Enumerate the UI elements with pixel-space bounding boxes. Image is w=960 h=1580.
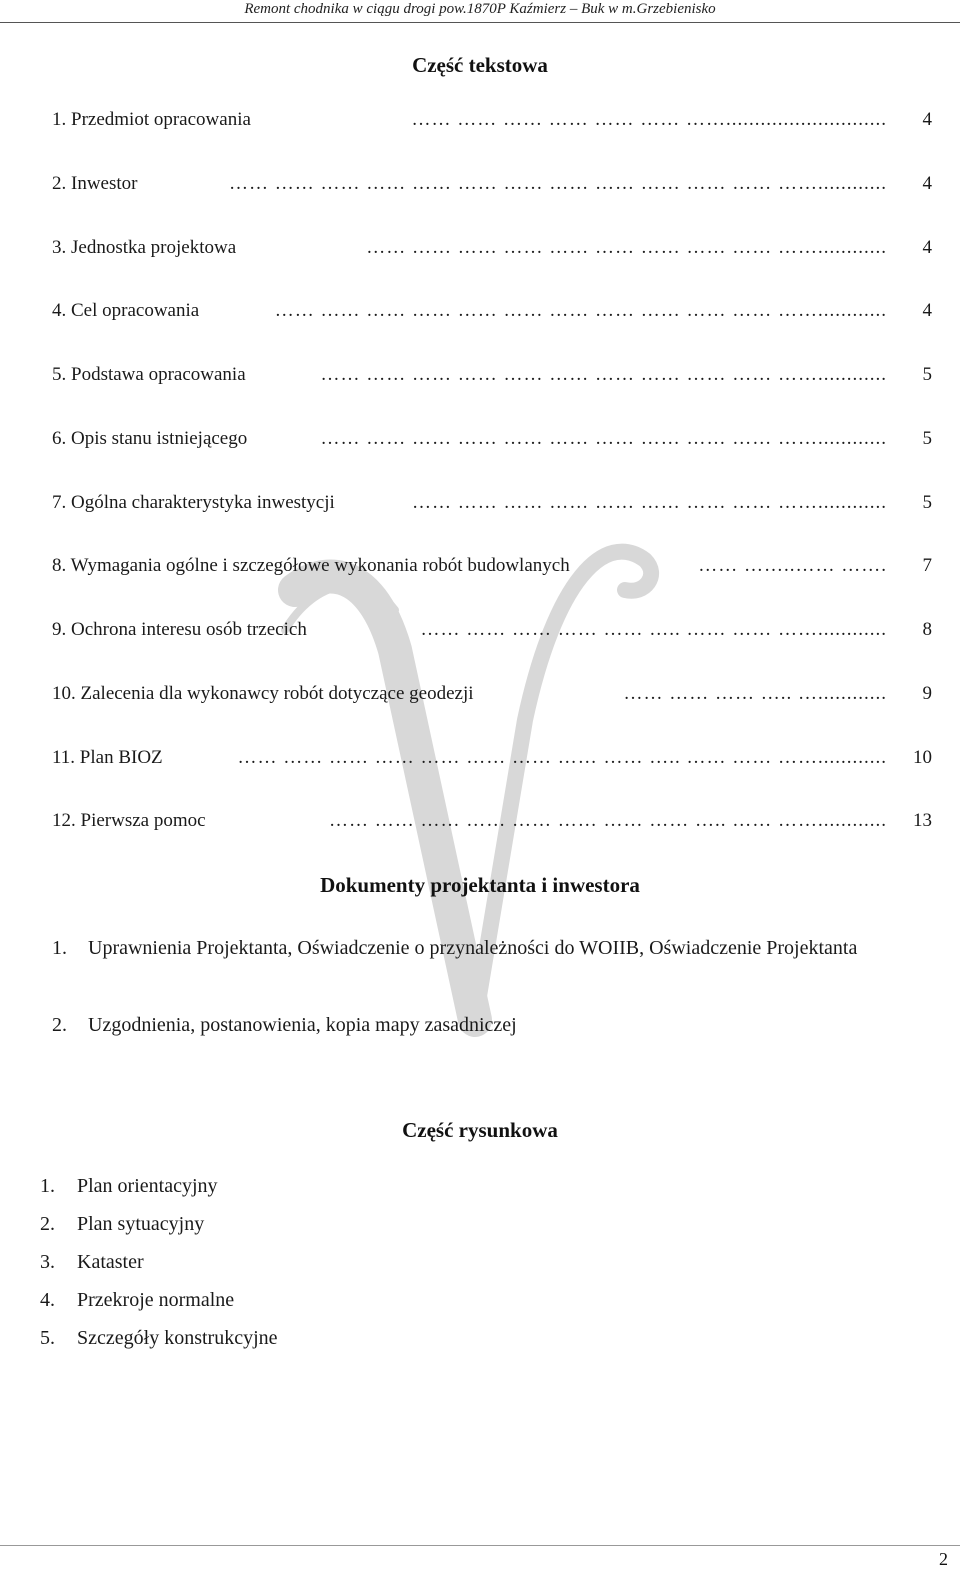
section-title-drawings: Część rysunkowa <box>402 1118 558 1142</box>
docs-item-text: Uzgodnienia, postanowienia, kopia mapy zasadniczej <box>88 1014 517 1036</box>
toc-item-page: 5 <box>922 492 932 513</box>
toc-item <box>52 171 932 197</box>
drawing-item <box>40 1209 204 1239</box>
toc-item-page: 4 <box>922 237 932 258</box>
toc-item-page: 8 <box>922 619 932 640</box>
toc-item <box>52 681 932 707</box>
drawing-item <box>40 1247 144 1277</box>
toc-item-leader: …… …… …… …… …… …… …… …… …… …… …… …… ……............ <box>229 173 887 194</box>
toc-item-leader: …… …… …… …… …… …… …… …… …… ……............ <box>366 237 887 258</box>
toc-item-label: 12. Pierwsza pomoc <box>52 810 206 831</box>
drawing-item <box>40 1171 218 1201</box>
toc-item-page: 10 <box>913 747 932 768</box>
toc-item-leader: …… …… …… …… …… ….. …… …… ……............ <box>420 619 887 640</box>
toc-item-leader: …… …… …… …… …… …… …… …… …… ….. …… …… ……............ <box>237 747 887 768</box>
toc-item-label: 1. Przedmiot opracowania <box>52 109 251 130</box>
toc-item <box>52 298 932 324</box>
drawing-item-text: Szczegóły konstrukcyjne <box>77 1327 278 1349</box>
section-title-docs: Dokumenty projektanta i inwestora <box>320 873 640 897</box>
drawing-item-number: 1. <box>40 1175 55 1197</box>
toc-item-page: 9 <box>922 683 932 704</box>
drawing-item-text: Kataster <box>77 1251 144 1273</box>
header-text: Remont chodnika w ciągu drogi pow.1870P Kaźmierz – Buk w m.Grzebienisko <box>244 1 716 17</box>
toc-item-label: 10. Zalecenia dla wykonawcy robót dotyczące geodezji <box>52 683 474 704</box>
drawing-item-text: Przekroje normalne <box>77 1289 235 1311</box>
toc-item-leader: …… …… …… …… …… …… ……............................ <box>411 109 887 130</box>
watermark-logo <box>275 520 665 1080</box>
toc-item-leader: …… ……..…… ……. <box>698 555 887 576</box>
drawing-item-number: 5. <box>40 1327 55 1349</box>
toc-item <box>52 553 932 579</box>
toc-item <box>52 745 932 771</box>
toc-item-label: 7. Ogólna charakterystyka inwestycji <box>52 492 335 513</box>
section-title-text: Część tekstowa <box>412 53 548 77</box>
toc-item-label: 11. Plan BIOZ <box>52 747 163 768</box>
drawing-item <box>40 1285 234 1315</box>
toc-item-leader: …… …… …… …… …… …… …… …… …… …… ……............ <box>320 364 887 385</box>
toc-item <box>52 362 932 388</box>
toc-item-page: 4 <box>922 173 932 194</box>
toc-item-page: 7 <box>922 555 932 576</box>
docs-item <box>52 929 912 967</box>
drawing-item-number: 2. <box>40 1213 55 1235</box>
toc-item-label: 8. Wymagania ogólne i szczegółowe wykonania robót budowlanych <box>52 555 570 576</box>
toc-item-leader: …… …… …… …… …… …… …… …… …… …… ……............ <box>320 428 887 449</box>
toc-item-label: 4. Cel opracowania <box>52 300 200 321</box>
toc-item-label: 5. Podstawa opracowania <box>52 364 246 385</box>
toc-item-label: 2. Inwestor <box>52 173 138 194</box>
toc-item-label: 6. Opis stanu istniejącego <box>52 428 248 449</box>
page-number: 2 <box>939 1549 948 1569</box>
toc-item-page: 5 <box>922 364 932 385</box>
footer-divider <box>0 1545 960 1546</box>
toc-item-page: 5 <box>922 428 932 449</box>
toc-item <box>52 426 932 452</box>
drawing-item-text: Plan sytuacyjny <box>77 1213 205 1235</box>
docs-item <box>52 1006 912 1044</box>
toc-item-page: 4 <box>922 300 932 321</box>
toc-item-leader: …… …… …… …… …… …… …… …… …… …… …… ……............ <box>274 300 887 321</box>
toc-item-leader: …… …… …… …… …… …… …… …… ……............ <box>412 492 887 513</box>
toc-item <box>52 617 932 643</box>
page-header <box>0 0 960 23</box>
drawing-item-number: 3. <box>40 1251 55 1273</box>
toc-item-leader: …… …… …… ….. …............ <box>623 683 887 704</box>
drawing-item-number: 4. <box>40 1289 55 1311</box>
toc-item <box>52 808 932 834</box>
toc-item-label: 3. Jednostka projektowa <box>52 237 237 258</box>
docs-item-number: 1. <box>52 937 67 959</box>
toc-item-leader: …… …… …… …… …… …… …… …… ….. …… ……............ <box>329 810 887 831</box>
toc-item-page: 13 <box>913 810 932 831</box>
drawing-item <box>40 1323 278 1353</box>
toc-item-label: 9. Ochrona interesu osób trzecich <box>52 619 307 640</box>
docs-item-number: 2. <box>52 1014 67 1036</box>
toc-item <box>52 107 932 133</box>
toc-item-page: 4 <box>922 109 932 130</box>
drawing-item-text: Plan orientacyjny <box>77 1175 218 1197</box>
docs-item-text: Uprawnienia Projektanta, Oświadczenie o przynależności do WOIIB, Oświadczenie Projektanta <box>88 937 858 959</box>
toc-item <box>52 235 932 261</box>
toc-item <box>52 490 932 516</box>
